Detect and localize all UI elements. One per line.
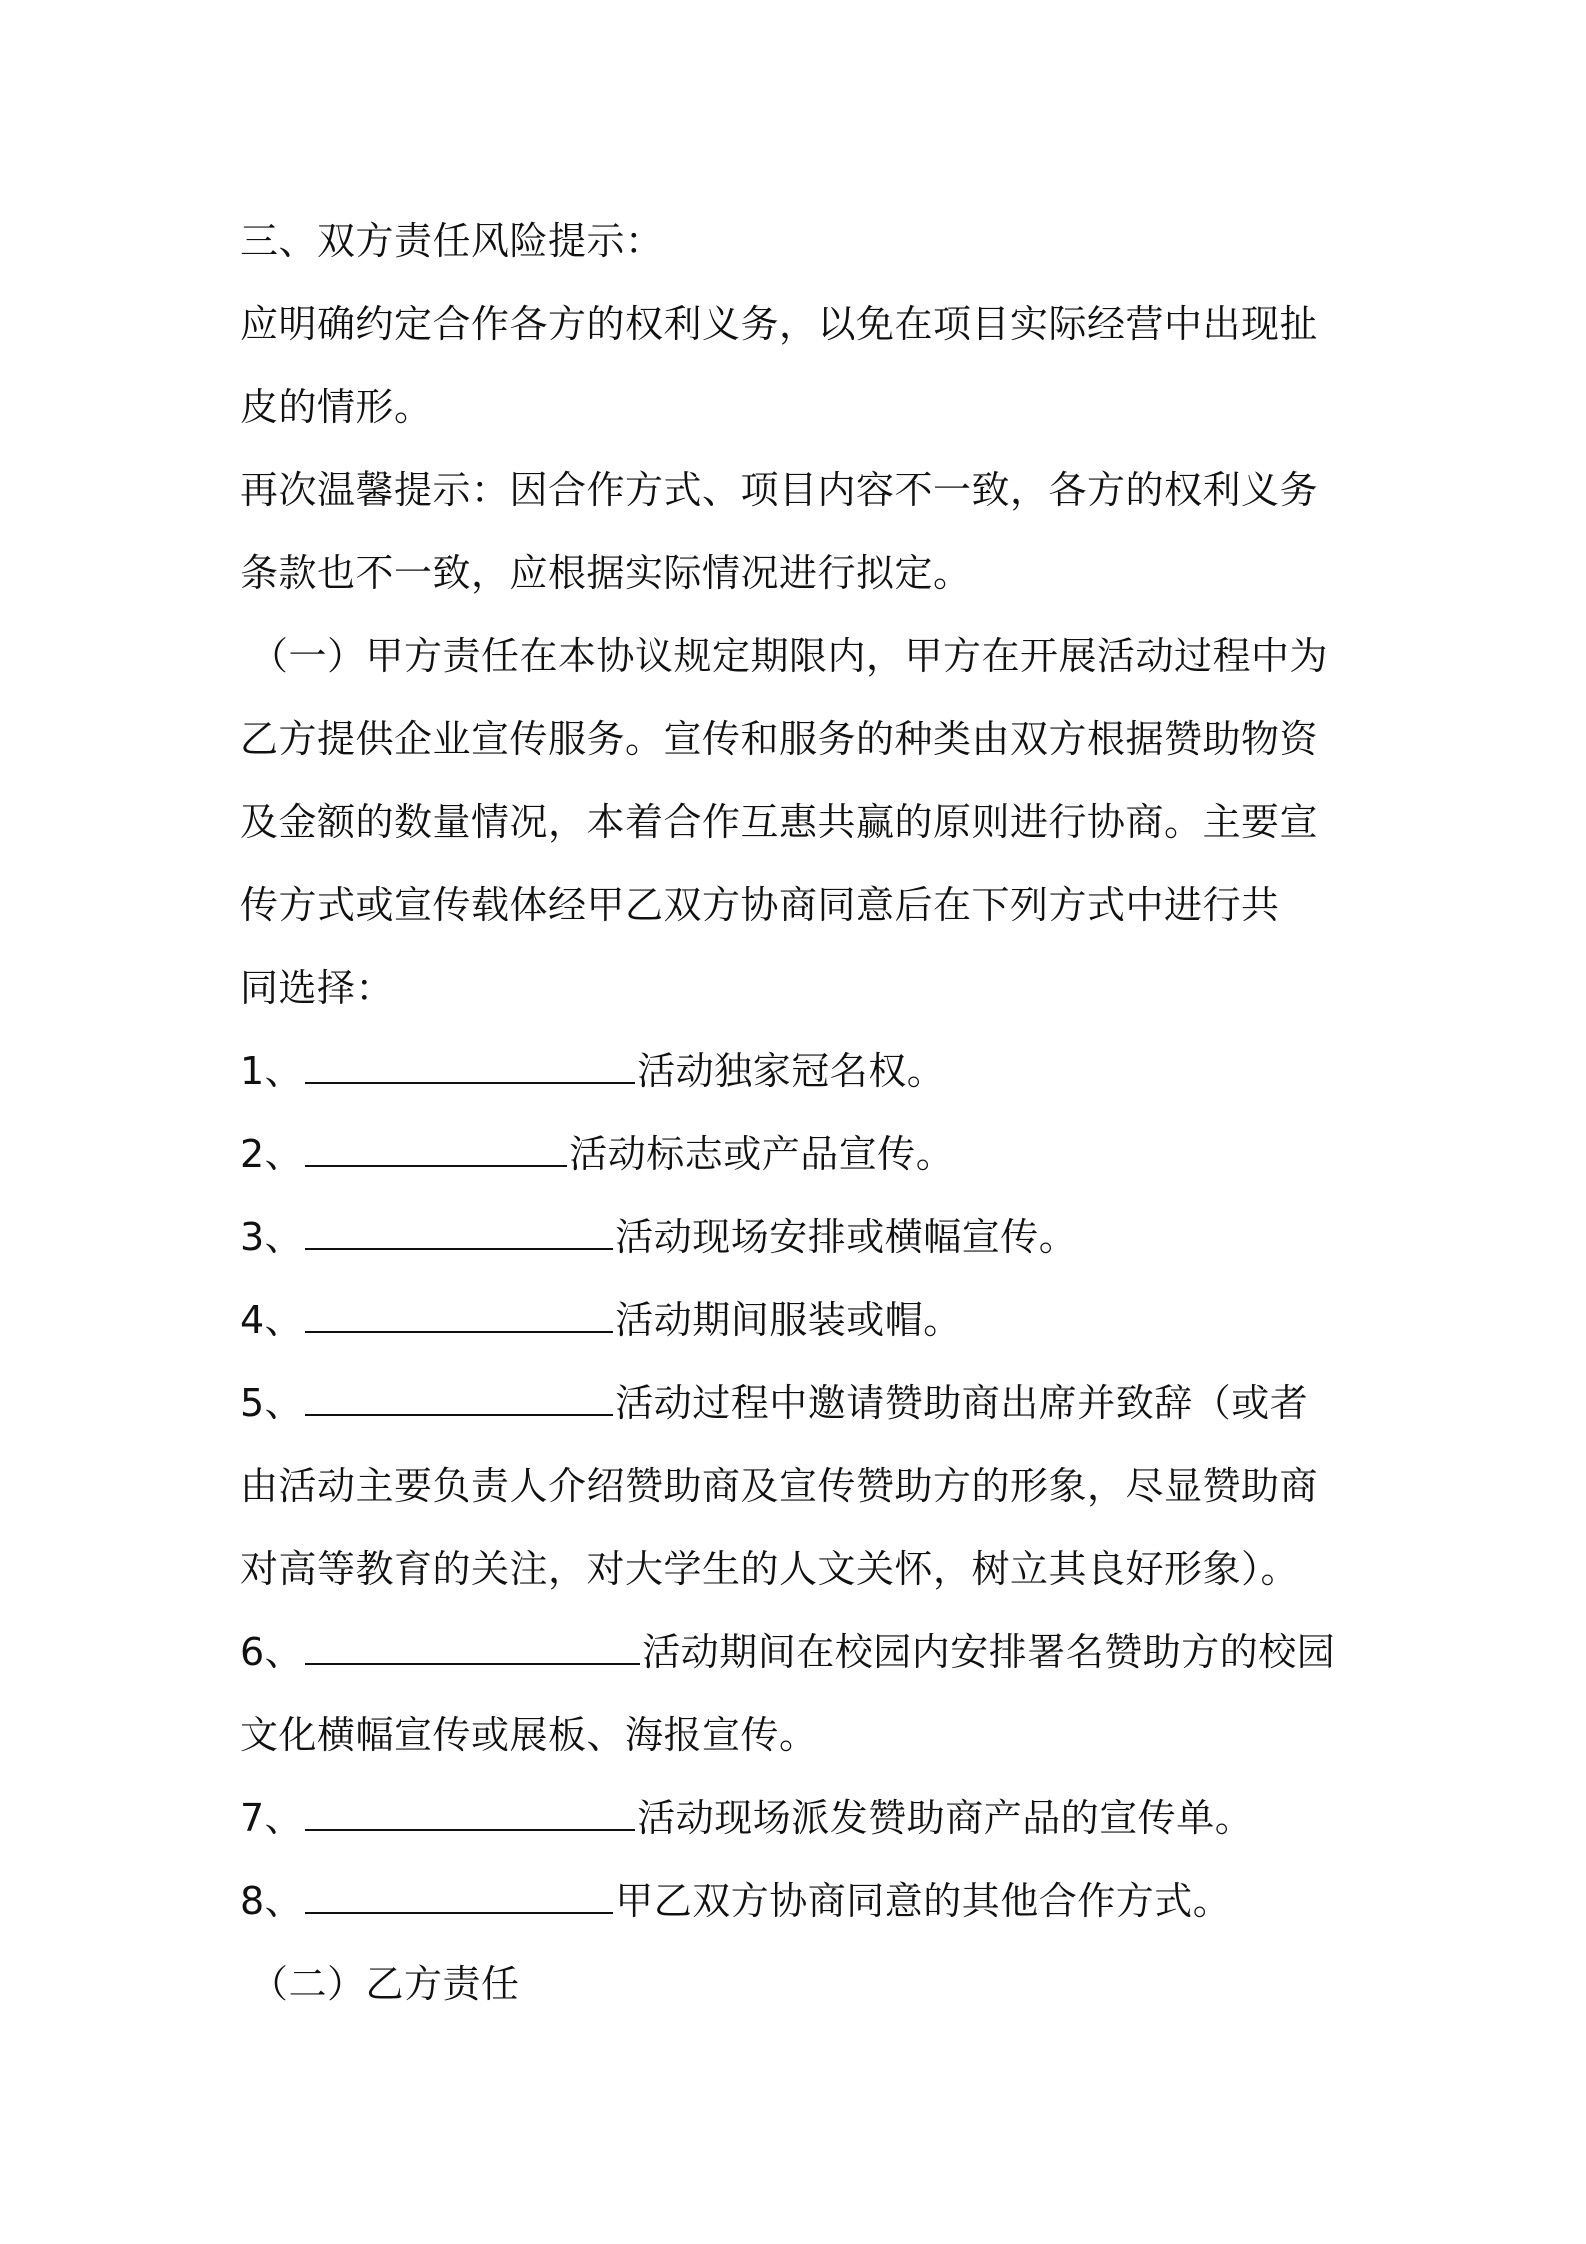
item-text: 活动过程中邀请赞助商出席并致辞（或者 (615, 1381, 1309, 1425)
list-item (240, 1860, 1360, 1943)
list-item-continuation: 对高等教育的关注，对大学生的人文关怀，树立其良好形象）。 (240, 1547, 1300, 1591)
party-a-line-2: 乙方提供企业宣传服务。宣传和服务的种类由双方根据赞助物资 (240, 717, 1319, 761)
document-page (240, 200, 1360, 2026)
party-a-line-1: （一）甲方责任在本协议规定期限内，甲方在开展活动过程中为 (250, 634, 1329, 678)
fill-in-blank[interactable] (305, 1882, 613, 1914)
item-text: 活动现场派发赞助商产品的宣传单。 (637, 1796, 1254, 1840)
item-number: 8、 (240, 1879, 304, 1923)
item-text: 活动期间在校园内安排署名赞助方的校园 (642, 1630, 1336, 1674)
list-item (240, 1030, 1360, 1113)
list-item (240, 1362, 1360, 1445)
item-text: 活动标志或产品宣传。 (569, 1132, 955, 1176)
party-a-line-5: 同选择： (240, 966, 395, 1010)
list-item (240, 1777, 1360, 1860)
item-text: 活动独家冠名权。 (637, 1049, 946, 1093)
fill-in-blank[interactable] (305, 1218, 613, 1250)
party-b-heading: （二）乙方责任 (250, 1962, 520, 2006)
list-item-continuation: 由活动主要负责人介绍赞助商及宣传赞助方的形象，尽显赞助商 (240, 1464, 1319, 1508)
item-number: 3、 (240, 1215, 304, 1259)
list-item-continuation: 文化横幅宣传或展板、海报宣传。 (240, 1713, 818, 1757)
fill-in-blank[interactable] (305, 1135, 567, 1167)
item-number: 1、 (240, 1049, 304, 1093)
reminder-paragraph-line-1: 再次温馨提示：因合作方式、项目内容不一致，各方的权利义务 (240, 468, 1319, 512)
item-number: 5、 (240, 1381, 304, 1425)
fill-in-blank[interactable] (305, 1384, 613, 1416)
item-number: 6、 (240, 1630, 304, 1674)
item-number: 2、 (240, 1132, 304, 1176)
item-number: 7、 (240, 1796, 304, 1840)
fill-in-blank[interactable] (305, 1633, 640, 1665)
item-text: 活动期间服装或帽。 (615, 1298, 962, 1342)
fill-in-blank[interactable] (305, 1301, 613, 1333)
section-heading: 三、双方责任风险提示： (240, 219, 664, 263)
item-text: 甲乙双方协商同意的其他合作方式。 (615, 1879, 1232, 1923)
party-a-line-4: 传方式或宣传载体经甲乙双方协商同意后在下列方式中进行共 (240, 883, 1280, 927)
item-text: 活动现场安排或横幅宣传。 (615, 1215, 1078, 1259)
party-a-line-3: 及金额的数量情况，本着合作互惠共赢的原则进行协商。主要宣 (240, 800, 1319, 844)
item-number: 4、 (240, 1298, 304, 1342)
list-item (240, 1611, 1360, 1694)
fill-in-blank[interactable] (305, 1052, 635, 1084)
list-item (240, 1279, 1360, 1362)
reminder-paragraph-line-2: 条款也不一致，应根据实际情况进行拟定。 (240, 551, 972, 595)
list-item (240, 1196, 1360, 1279)
risk-paragraph-line-1: 应明确约定合作各方的权利义务，以免在项目实际经营中出现扯 (240, 302, 1319, 346)
risk-paragraph-line-2: 皮的情形。 (240, 385, 433, 429)
list-item (240, 1113, 1360, 1196)
fill-in-blank[interactable] (305, 1799, 635, 1831)
